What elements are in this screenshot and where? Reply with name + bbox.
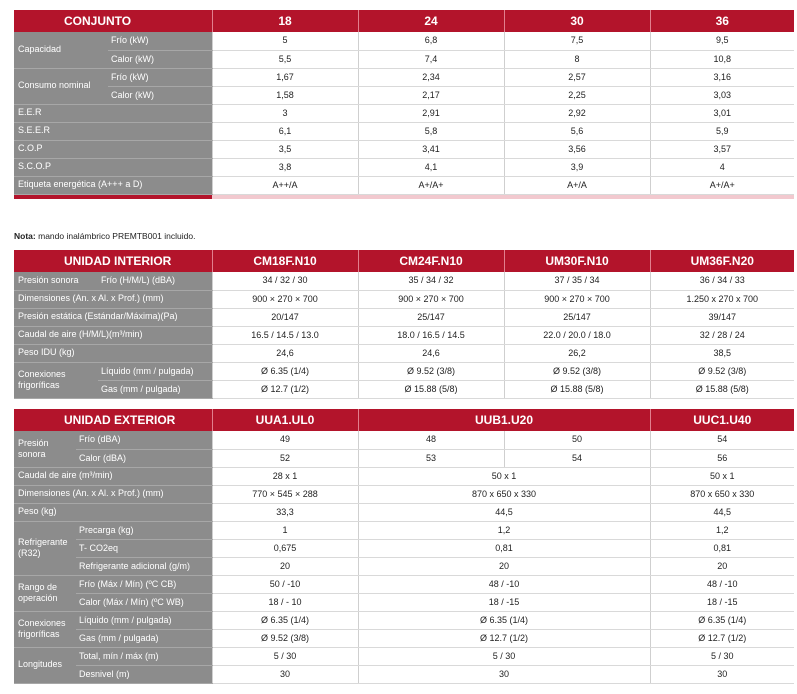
row-label-conexiones: Conexiones frigoríficas: [14, 362, 98, 398]
row-label-consumo: Consumo nominal: [14, 68, 108, 104]
table-row: [14, 467, 794, 485]
cell: 39/147: [650, 308, 794, 326]
cell: 8: [504, 50, 650, 68]
table-row: [14, 665, 794, 683]
cell: 24,6: [212, 344, 358, 362]
unidad-interior-table: [14, 250, 794, 399]
cell: A+/A+: [358, 176, 504, 194]
cell: A+/A: [504, 176, 650, 194]
table-row: [14, 647, 794, 665]
cell: 2,17: [358, 86, 504, 104]
cell: 50 / -10: [212, 575, 358, 593]
cell: Ø 6.35 (1/4): [650, 611, 794, 629]
table-row: [14, 629, 794, 647]
cell: Ø 9.52 (3/8): [212, 629, 358, 647]
interior-header-model: CM18F.N10: [212, 250, 358, 272]
table-row: [14, 32, 794, 50]
row-sublabel-frio: Frío (dBA): [76, 431, 212, 449]
row-label-rango: Rango de operación: [14, 575, 76, 611]
cell: 24,6: [358, 344, 504, 362]
cell: 36 / 34 / 33: [650, 272, 794, 290]
conjunto-header-18: 18: [212, 10, 358, 32]
cell: 5: [212, 32, 358, 50]
cell: 48 / -10: [650, 575, 794, 593]
cell: Ø 15.88 (5/8): [504, 380, 650, 398]
cell: 900 × 270 × 700: [358, 290, 504, 308]
cell: 3,5: [212, 140, 358, 158]
row-label-etiqueta: Etiqueta energética (A+++ a D): [14, 176, 212, 194]
cell: 3,03: [650, 86, 794, 104]
conjunto-table: [14, 10, 794, 199]
cell: 1.250 x 270 x 700: [650, 290, 794, 308]
table-row: [14, 140, 794, 158]
exterior-header-row: [14, 409, 794, 431]
cell: 7,5: [504, 32, 650, 50]
cell: 50 x 1: [650, 467, 794, 485]
cell: 2,34: [358, 68, 504, 86]
cell: A+/A+: [650, 176, 794, 194]
conjunto-header-30: 30: [504, 10, 650, 32]
cell: 9,5: [650, 32, 794, 50]
cell: 30: [358, 665, 650, 683]
table-row: [14, 104, 794, 122]
exterior-header-model: UUC1.U40: [650, 409, 794, 431]
table-row: [14, 344, 794, 362]
row-sublabel-liquido: Líquido (mm / pulgada): [98, 362, 212, 380]
cell: 3,41: [358, 140, 504, 158]
cell: 1,2: [358, 521, 650, 539]
table-row: [14, 362, 794, 380]
cell: 6,8: [358, 32, 504, 50]
cell: 5,6: [504, 122, 650, 140]
cell: Ø 6.35 (1/4): [212, 362, 358, 380]
conjunto-header-label: CONJUNTO: [14, 10, 212, 32]
cell: 30: [212, 665, 358, 683]
cell: 50 x 1: [358, 467, 650, 485]
cell: Ø 9.52 (3/8): [650, 362, 794, 380]
table-row: [14, 380, 794, 398]
row-sublabel-calor-rango: Calor (Máx / Mín) (ºC WB): [76, 593, 212, 611]
note-label: Nota:: [14, 231, 36, 241]
row-label-dimensiones: Dimensiones (An. x Al. x Prof.) (mm): [14, 290, 212, 308]
cell: 37 / 35 / 34: [504, 272, 650, 290]
row-sublabel-desnivel: Desnivel (m): [76, 665, 212, 683]
row-label-presion-estatica: Presión estática (Estándar/Máxima)(Pa): [14, 308, 212, 326]
cell: 20/147: [212, 308, 358, 326]
cell: 44,5: [358, 503, 650, 521]
cell: 44,5: [650, 503, 794, 521]
cell: 52: [212, 449, 358, 467]
cell: 5 / 30: [358, 647, 650, 665]
cell: 3,9: [504, 158, 650, 176]
cell: A++/A: [212, 176, 358, 194]
table-row: [14, 122, 794, 140]
cell: 50: [504, 431, 650, 449]
cell: 3,16: [650, 68, 794, 86]
cell: 5,9: [650, 122, 794, 140]
row-label-presion: Presión sonora: [14, 272, 98, 290]
row-label-longitudes: Longitudes: [14, 647, 76, 683]
exterior-header-model: UUA1.UL0: [212, 409, 358, 431]
cell: 53: [358, 449, 504, 467]
row-sublabel-frio: Frío (kW): [108, 68, 212, 86]
table-row: [14, 593, 794, 611]
row-sublabel-ref-adicional: Refrigerante adicional (g/m): [76, 557, 212, 575]
cell: 3,56: [504, 140, 650, 158]
cell: 0,81: [650, 539, 794, 557]
row-sublabel-frio: Frío (H/M/L) (dBA): [98, 272, 212, 290]
cell: 35 / 34 / 32: [358, 272, 504, 290]
cell: Ø 15.88 (5/8): [358, 380, 504, 398]
cell: 30: [650, 665, 794, 683]
footer-strip: [212, 194, 358, 199]
conjunto-header-24: 24: [358, 10, 504, 32]
cell: 1,67: [212, 68, 358, 86]
cell: 32 / 28 / 24: [650, 326, 794, 344]
cell: Ø 6.35 (1/4): [358, 611, 650, 629]
cell: 25/147: [504, 308, 650, 326]
cell: 3,57: [650, 140, 794, 158]
row-label-capacidad: Capacidad: [14, 32, 108, 68]
cell: 870 x 650 x 330: [650, 485, 794, 503]
cell: 18 / -15: [358, 593, 650, 611]
cell: 20: [650, 557, 794, 575]
cell: 770 × 545 × 288: [212, 485, 358, 503]
cell: 1,2: [650, 521, 794, 539]
cell: Ø 6.35 (1/4): [212, 611, 358, 629]
row-sublabel-total: Total, mín / máx (m): [76, 647, 212, 665]
cell: 28 x 1: [212, 467, 358, 485]
cell: 900 × 270 × 700: [504, 290, 650, 308]
cell: 0,675: [212, 539, 358, 557]
cell: 1: [212, 521, 358, 539]
cell: Ø 15.88 (5/8): [650, 380, 794, 398]
cell: Ø 9.52 (3/8): [504, 362, 650, 380]
row-sublabel-calor: Calor (kW): [108, 50, 212, 68]
table-row: [14, 50, 794, 68]
note-text: mando inalámbrico PREMTB001 incluido.: [38, 231, 196, 241]
interior-header-label: UNIDAD INTERIOR: [14, 250, 212, 272]
table-row: [14, 290, 794, 308]
row-label-peso: Peso (kg): [14, 503, 212, 521]
interior-header-row: [14, 250, 794, 272]
cell: 49: [212, 431, 358, 449]
row-label-conexiones: Conexiones frigoríficas: [14, 611, 76, 647]
interior-header-model: CM24F.N10: [358, 250, 504, 272]
cell: Ø 12.7 (1/2): [650, 629, 794, 647]
row-sublabel-liquido: Líquido (mm / pulgada): [76, 611, 212, 629]
exterior-header-label: UNIDAD EXTERIOR: [14, 409, 212, 431]
footer-strip: [504, 194, 650, 199]
table-row: [14, 539, 794, 557]
cell: Ø 9.52 (3/8): [358, 362, 504, 380]
table-row: [14, 431, 794, 449]
cell: 18 / -15: [650, 593, 794, 611]
cell: 10,8: [650, 50, 794, 68]
cell: Ø 12.7 (1/2): [212, 380, 358, 398]
cell: 6,1: [212, 122, 358, 140]
cell: 1,58: [212, 86, 358, 104]
table-row: [14, 503, 794, 521]
footer-strip-label: [14, 194, 212, 199]
cell: 5 / 30: [650, 647, 794, 665]
cell: 20: [212, 557, 358, 575]
cell: 5,5: [212, 50, 358, 68]
cell: 38,5: [650, 344, 794, 362]
cell: 18 / - 10: [212, 593, 358, 611]
cell: 5 / 30: [212, 647, 358, 665]
cell: 4,1: [358, 158, 504, 176]
cell: 25/147: [358, 308, 504, 326]
cell: 0,81: [358, 539, 650, 557]
row-label-dimensiones: Dimensiones (An. x Al. x Prof.) (mm): [14, 485, 212, 503]
row-label-caudal: Caudal de aire (H/M/L)(m³/min): [14, 326, 212, 344]
cell: 18.0 / 16.5 / 14.5: [358, 326, 504, 344]
table-row: [14, 176, 794, 194]
cell: 3,01: [650, 104, 794, 122]
row-label-eer: E.E.R: [14, 104, 212, 122]
note: [14, 231, 195, 241]
footer-strip: [358, 194, 504, 199]
table-row: [14, 272, 794, 290]
cell: 22.0 / 20.0 / 18.0: [504, 326, 650, 344]
cell: 7,4: [358, 50, 504, 68]
cell: 900 × 270 × 700: [212, 290, 358, 308]
interior-header-model: UM36F.N20: [650, 250, 794, 272]
table-row: [14, 485, 794, 503]
table-row: [14, 326, 794, 344]
row-sublabel-tco2: T- CO2eq: [76, 539, 212, 557]
table-row: [14, 449, 794, 467]
cell: 56: [650, 449, 794, 467]
footer-strip: [650, 194, 794, 199]
cell: 34 / 32 / 30: [212, 272, 358, 290]
row-label-presion: Presión sonora: [14, 431, 76, 467]
cell: 48: [358, 431, 504, 449]
row-sublabel-gas: Gas (mm / pulgada): [98, 380, 212, 398]
cell: 48 / -10: [358, 575, 650, 593]
row-label-caudal: Caudal de aire (m³/min): [14, 467, 212, 485]
table-row: [14, 68, 794, 86]
cell: 54: [504, 449, 650, 467]
cell: 2,57: [504, 68, 650, 86]
conjunto-header-row: [14, 10, 794, 32]
row-sublabel-calor: Calor (kW): [108, 86, 212, 104]
cell: 3: [212, 104, 358, 122]
interior-header-model: UM30F.N10: [504, 250, 650, 272]
cell: 20: [358, 557, 650, 575]
row-label-scop: S.C.O.P: [14, 158, 212, 176]
exterior-header-model: UUB1.U20: [358, 409, 650, 431]
cell: 4: [650, 158, 794, 176]
row-label-cop: C.O.P: [14, 140, 212, 158]
row-label-seer: S.E.E.R: [14, 122, 212, 140]
cell: 3,8: [212, 158, 358, 176]
row-sublabel-gas: Gas (mm / pulgada): [76, 629, 212, 647]
table-row: [14, 521, 794, 539]
cell: 33,3: [212, 503, 358, 521]
cell: 26,2: [504, 344, 650, 362]
cell: 2,91: [358, 104, 504, 122]
cell: Ø 12.7 (1/2): [358, 629, 650, 647]
cell: 54: [650, 431, 794, 449]
table-row: [14, 557, 794, 575]
cell: 16.5 / 14.5 / 13.0: [212, 326, 358, 344]
cell: 2,25: [504, 86, 650, 104]
cell: 5,8: [358, 122, 504, 140]
row-sublabel-precarga: Precarga (kg): [76, 521, 212, 539]
row-sublabel-frio-rango: Frío (Máx / Mín) (ºC CB): [76, 575, 212, 593]
unidad-exterior-table: [14, 409, 794, 684]
cell: 870 x 650 x 330: [358, 485, 650, 503]
cell: 2,92: [504, 104, 650, 122]
table-row: [14, 575, 794, 593]
row-label-peso: Peso IDU (kg): [14, 344, 212, 362]
table-row: [14, 158, 794, 176]
row-sublabel-calor: Calor (dBA): [76, 449, 212, 467]
table-row: [14, 308, 794, 326]
row-label-refrigerante: Refrigerante (R32): [14, 521, 76, 575]
table-row: [14, 611, 794, 629]
table-row: [14, 86, 794, 104]
table-footer-strip: [14, 194, 794, 199]
row-sublabel-frio: Frío (kW): [108, 32, 212, 50]
conjunto-header-36: 36: [650, 10, 794, 32]
